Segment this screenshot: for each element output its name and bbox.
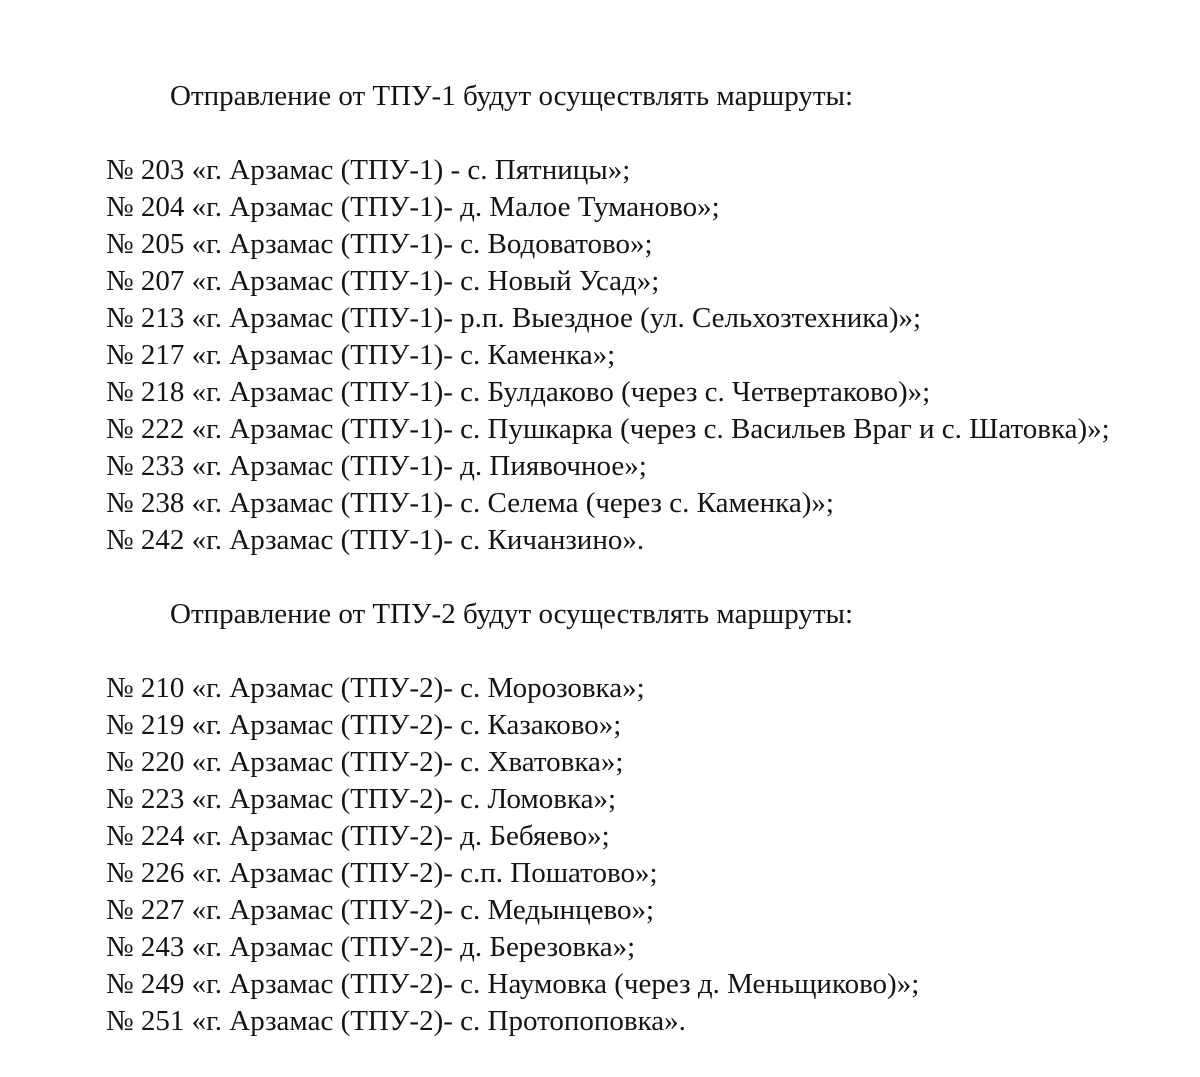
section-heading-tpu-2: Отправление от ТПУ-2 будут осуществлять маршруты: (170, 598, 854, 630)
route-item: № 233 «г. Арзамас (ТПУ-1)- д. Пиявочное»; (106, 450, 647, 482)
section-heading-tpu-1: Отправление от ТПУ-1 будут осуществлять маршруты: (170, 80, 854, 112)
route-item: № 242 «г. Арзамас (ТПУ-1)- с. Кичанзино». (106, 524, 645, 556)
route-item: № 220 «г. Арзамас (ТПУ-2)- с. Хватовка»; (106, 746, 624, 778)
route-item: № 213 «г. Арзамас (ТПУ-1)- р.п. Выездное (ул. Сельхозтехника)»; (106, 302, 922, 334)
route-item: № 226 «г. Арзамас (ТПУ-2)- с.п. Пошатово»; (106, 857, 658, 889)
route-item: № 223 «г. Арзамас (ТПУ-2)- с. Ломовка»; (106, 783, 617, 815)
route-item: № 224 «г. Арзамас (ТПУ-2)- д. Бебяево»; (106, 820, 610, 852)
route-item: № 217 «г. Арзамас (ТПУ-1)- с. Каменка»; (106, 339, 616, 371)
route-item: № 251 «г. Арзамас (ТПУ-2)- с. Протопоповка». (106, 1005, 686, 1037)
route-item: № 238 «г. Арзамас (ТПУ-1)- с. Селема (через с. Каменка)»; (106, 487, 834, 519)
route-item: № 218 «г. Арзамас (ТПУ-1)- с. Булдаково (через с. Четвертаково)»; (106, 376, 931, 408)
route-list-tpu-2 (106, 670, 1170, 1040)
route-list-tpu-1 (106, 152, 1170, 559)
route-item: № 205 «г. Арзамас (ТПУ-1)- с. Водоватово»; (106, 228, 653, 260)
route-item: № 203 «г. Арзамас (ТПУ-1) - с. Пятницы»; (106, 154, 631, 186)
route-item: № 207 «г. Арзамас (ТПУ-1)- с. Новый Усад»; (106, 265, 660, 297)
route-item: № 210 «г. Арзамас (ТПУ-2)- с. Морозовка»; (106, 672, 645, 704)
route-item: № 227 «г. Арзамас (ТПУ-2)- с. Медынцево»; (106, 894, 655, 926)
route-item: № 249 «г. Арзамас (ТПУ-2)- с. Наумовка (через д. Меньщиково)»; (106, 968, 920, 1000)
route-item: № 243 «г. Арзамас (ТПУ-2)- д. Березовка»; (106, 931, 636, 963)
route-item: № 204 «г. Арзамас (ТПУ-1)- д. Малое Туманово»; (106, 191, 720, 223)
route-item: № 222 «г. Арзамас (ТПУ-1)- с. Пушкарка (через с. Васильев Враг и с. Шатовка)»; (106, 413, 1110, 445)
route-item: № 219 «г. Арзамас (ТПУ-2)- с. Казаково»; (106, 709, 622, 741)
document-page (106, 78, 1170, 1040)
